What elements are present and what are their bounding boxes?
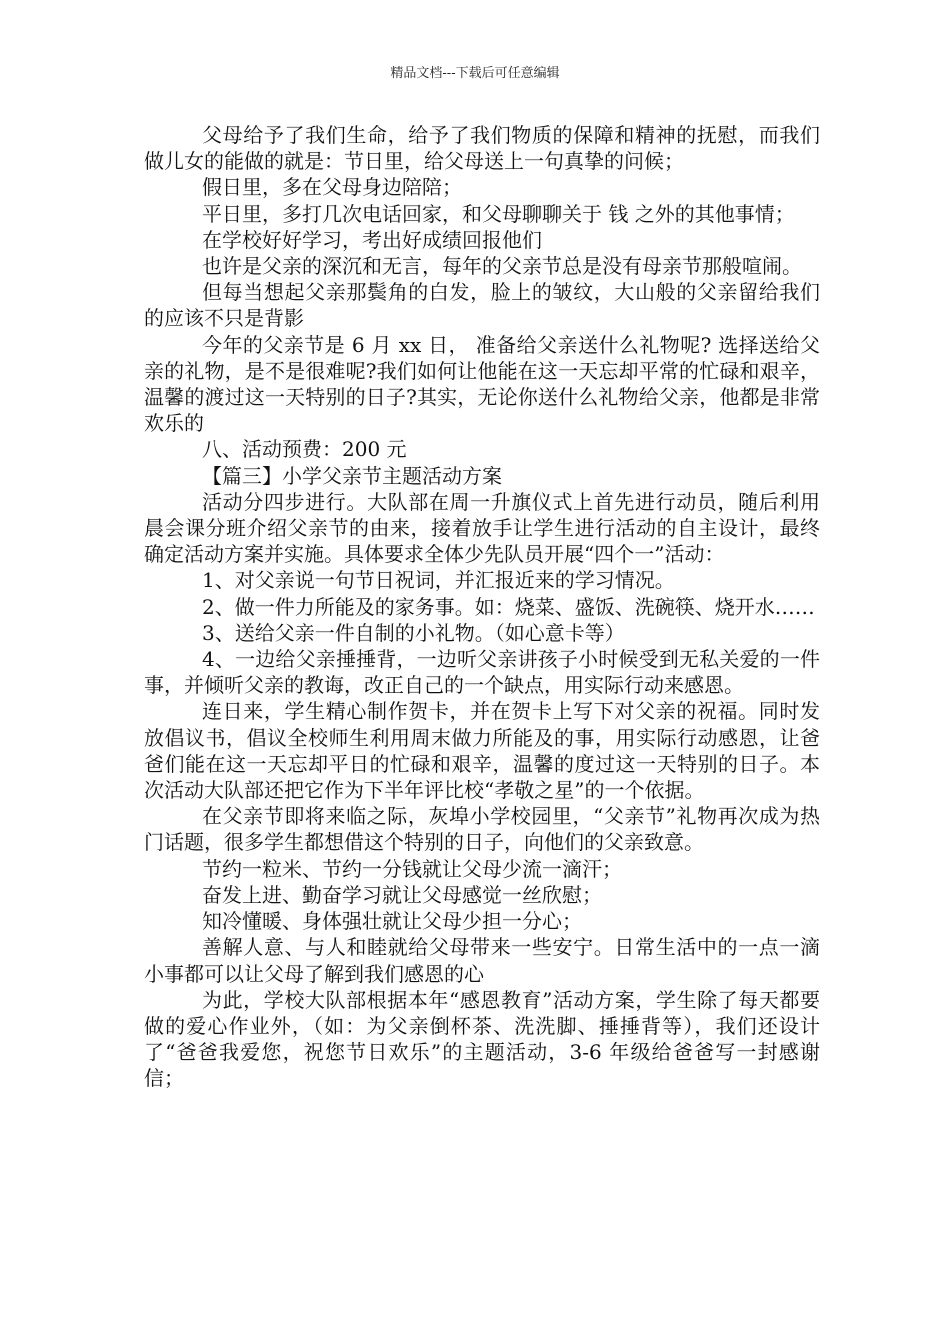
- paragraph: 在父亲节即将来临之际，灰埠小学校园里，“父亲节”礼物再次成为热门话题，很多学生都想借这个特别的日子，向他们的父亲致意。: [144, 804, 820, 855]
- paragraph: 假日里，多在父母身边陪陪；: [202, 175, 462, 200]
- paragraph: 今年的父亲节是 6 月 xx 日， 准备给父亲送什么礼物呢? 选择送给父亲的礼物，是不是很难呢?我们如何让他能在这一天忘却平常的忙碌和艰辛，温馨的渡过这一天特别的日子?其实，无论你送什么礼物给父亲，他都是非常欢乐的: [144, 332, 820, 436]
- paragraph: 奋发上进、勤奋学习就让父母感觉一丝欣慰；: [202, 882, 602, 907]
- list-item: 2、做一件力所能及的家务事。如：烧菜、盛饭、洗碗筷、烧开水……: [202, 594, 815, 619]
- document-body: [144, 122, 820, 1092]
- paragraph: 节约一粒米、节约一分钱就让父母少流一滴汗；: [202, 856, 622, 881]
- paragraph: 父母给予了我们生命，给予了我们物质的保障和精神的抚慰，而我们做儿女的能做的就是：节日里，给父母送上一句真挚的问候；: [144, 123, 820, 174]
- section-heading: 【篇三】小学父亲节主题活动方案: [202, 463, 502, 488]
- paragraph: 但每当想起父亲那鬓角的白发，脸上的皱纹，大山般的父亲留给我们的应该不只是背影: [144, 280, 820, 331]
- list-item: 1、对父亲说一句节日祝词，并汇报近来的学习情况。: [202, 568, 675, 593]
- paragraph: 平日里，多打几次电话回家，和父母聊聊关于 钱 之外的其他事情；: [202, 201, 795, 226]
- paragraph: 活动分四步进行。大队部在周一升旗仪式上首先进行动员，随后利用晨会课分班介绍父亲节的由来，接着放手让学生进行活动的自主设计，最终确定活动方案并实施。具体要求全体少先队员开展“四个一”活动：: [144, 489, 820, 567]
- paragraph: 八、活动预费：200 元: [202, 437, 407, 462]
- paragraph: 连日来，学生精心制作贺卡，并在贺卡上写下对父亲的祝福。同时发放倡议书，倡议全校师生利用周末做力所能及的事，用实际行动感恩，让爸爸们能在这一天忘却平日的忙碌和艰辛，温馨的度过这一天特别的日子。本次活动大队部还把它作为下半年评比校“孝敬之星”的一个依据。: [144, 699, 820, 803]
- paragraph: 善解人意、与人和睦就给父母带来一些安宁。日常生活中的一点一滴小事都可以让父母了解到我们感恩的心: [144, 935, 820, 986]
- paragraph: 在学校好好学习，考出好成绩回报他们: [202, 227, 542, 252]
- paragraph: 也许是父亲的深沉和无言，每年的父亲节总是没有母亲节那般喧闹。: [202, 254, 802, 279]
- paragraph: 为此，学校大队部根据本年“感恩教育”活动方案，学生除了每天都要做的爱心作业外，（如：为父亲倒杯茶、洗洗脚、捶捶背等），我们还设计了“爸爸我爱您，祝您节日欢乐”的主题活动，3-6 年级给爸爸写一封感谢信；: [144, 987, 820, 1091]
- list-item: 4、一边给父亲捶捶背，一边听父亲讲孩子小时候受到无私关爱的一件事，并倾听父亲的教诲，改正自己的一个缺点，用实际行动来感恩。: [144, 647, 820, 698]
- paragraph: 知冷懂暖、身体强壮就让父母少担一分心；: [202, 909, 582, 934]
- page-header: 精品文档---下载后可任意编辑: [390, 66, 560, 81]
- list-item: 3、送给父亲一件自制的小礼物。（如心意卡等）: [202, 620, 625, 645]
